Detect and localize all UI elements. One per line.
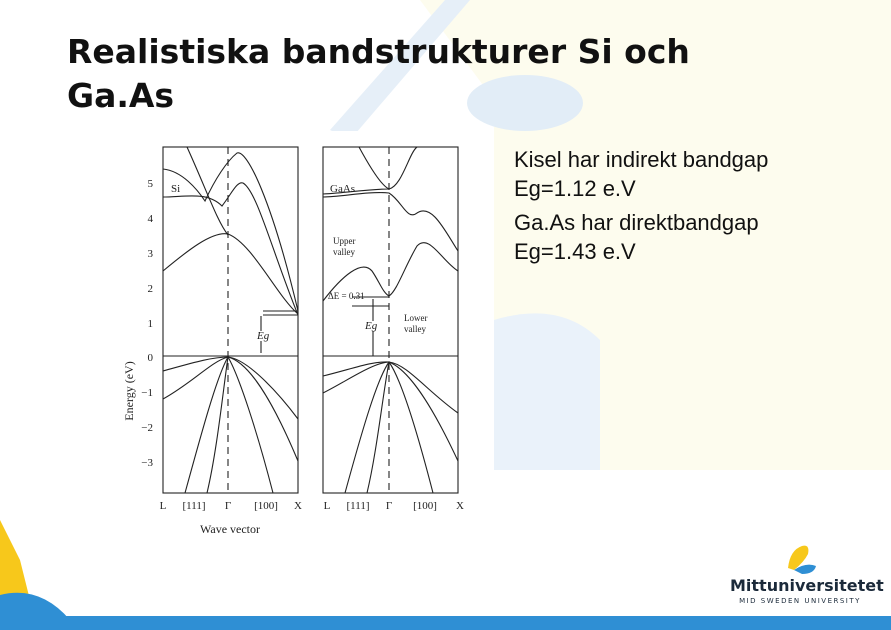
gaas-eg-label: Eg [365,320,378,332]
bullet-gaas [514,208,874,266]
gaas-band-v4 [367,362,389,493]
si-band-v3 [185,357,273,493]
y-tick-minus2: −2 [141,422,153,434]
gaas-band-v1 [323,362,458,413]
si-band-v1 [163,357,298,419]
y-tick-minus1: −1 [141,387,153,399]
si-band-c1 [163,234,298,314]
gaas-k-labels [324,500,464,512]
logo-name: Mittuniversitetet [730,576,884,595]
title-line-1: Realistiska bandstrukturer Si och [67,32,690,71]
bullet-si [514,145,874,203]
band-structure-diagram [67,131,494,548]
si-k-labels [160,500,302,512]
y-tick-2: 2 [147,283,153,295]
title-line-2: Ga.As [67,76,175,115]
gaas-k-label-X: X [456,500,464,512]
gaas-band-c4 [359,147,389,189]
si-k-label-L: L [159,500,167,512]
gaas-k-label-111: [111] [346,500,370,512]
gaas-lower-valley-line2: valley [404,324,426,334]
gaas-upper-valley-line1: Upper [333,236,356,246]
si-name-label: Si [171,183,181,195]
si-band-c2 [163,183,298,315]
si-k-label-111: [111] [182,500,206,512]
gaas-panel [323,147,458,493]
si-band-v2 [163,357,298,461]
university-logo [730,540,884,610]
y-tick-4: 4 [147,213,153,225]
bullet-list [514,145,874,271]
y-tick-labels [141,178,153,469]
si-eg-label: Eg [257,330,270,342]
y-tick-5: 5 [147,178,153,190]
x-axis-title: Wave vector [200,522,260,536]
y-axis-title: Energy (eV) [122,361,136,421]
si-band-v4 [207,357,228,493]
si-k-label-gamma: Γ [224,500,232,512]
logo-mark-icon [730,540,870,576]
pale-blue-wave [494,313,600,470]
logo-subtitle: MID SWEDEN UNIVERSITY [739,597,861,605]
y-tick-minus3: −3 [141,457,153,469]
gaas-upper-valley-line2: valley [333,247,355,257]
bullet-gaas-line2: Eg=1.43 e.V [514,239,636,264]
si-band-c4 [187,147,228,235]
gaas-k-label-gamma: Γ [385,500,393,512]
gaas-band-v2 [323,362,458,461]
y-tick-0: 0 [147,352,153,364]
gaas-delta-e-label: ΔE = 0.31 [328,291,365,301]
bottom-blue-bar [0,616,891,630]
band-structure-figure [67,131,494,548]
y-tick-1: 1 [147,318,153,330]
bullet-gaas-line1: Ga.As har direktbandgap [514,210,759,235]
gaas-panel-frame [323,147,458,493]
si-band-c3 [163,153,298,311]
si-panel-frame [163,147,298,493]
gaas-name-label: GaAs [330,183,356,195]
slide-title [67,30,767,118]
si-k-label-X: X [294,500,302,512]
gaas-k-label-100: [100] [413,500,437,512]
si-panel [163,147,298,493]
si-k-label-100: [100] [254,500,278,512]
bullet-si-line1: Kisel har indirekt bandgap [514,147,769,172]
gaas-lower-valley-line1: Lower [404,313,428,323]
bullet-si-line2: Eg=1.12 e.V [514,176,636,201]
gaas-k-label-L: L [323,500,331,512]
y-tick-3: 3 [147,248,153,260]
